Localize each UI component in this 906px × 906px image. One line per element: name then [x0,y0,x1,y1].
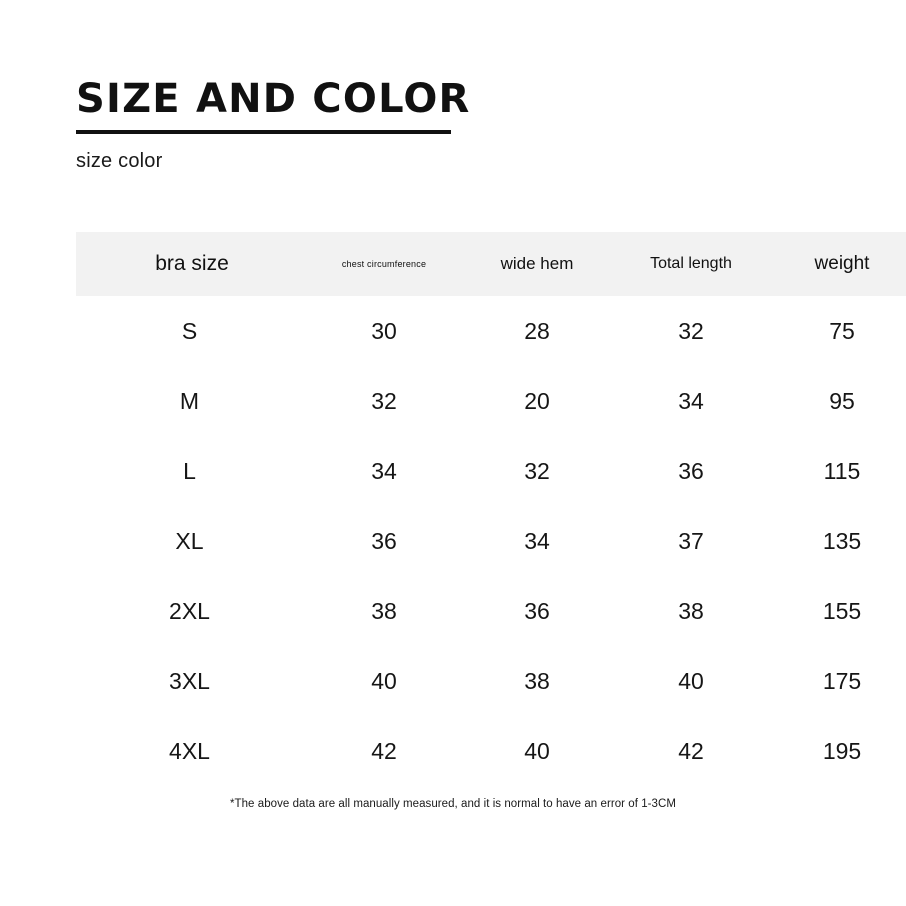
table-row [76,436,906,506]
cell-total-length: 32 [678,317,704,344]
cell-chest: 40 [371,667,397,694]
cell-size: 4XL [169,737,210,764]
table-header [76,232,906,296]
measurement-footnote: *The above data are all manually measured, and it is normal to have an error of 1-3CM [230,798,676,810]
cell-total-length: 36 [678,457,704,484]
column-header-weight: weight [814,253,870,274]
cell-total-length: 40 [678,667,704,694]
cell-size: 2XL [169,597,210,624]
cell-chest: 36 [371,527,397,554]
cell-size: 3XL [169,667,210,694]
cell-chest: 42 [371,737,397,764]
cell-size: S [181,317,198,344]
cell-hem: 34 [524,527,550,554]
page-title: SIZE AND COLOR [76,76,471,122]
table-row [76,576,906,646]
cell-hem: 32 [524,457,550,484]
column-header-chest-circumference: chest circumference [341,259,427,269]
table-row [76,506,906,576]
table-row [76,296,906,366]
cell-hem: 40 [524,737,550,764]
column-header-total-length: Total length [650,255,732,272]
title-block [76,78,836,173]
size-table [76,232,906,786]
size-table-container [76,232,906,786]
column-header-bra-size: bra size [155,252,229,275]
cell-hem: 36 [524,597,550,624]
cell-total-length: 34 [678,387,704,414]
cell-total-length: 37 [678,527,704,554]
cell-weight: 195 [822,737,862,764]
table-body [76,296,906,786]
cell-size: M [179,387,200,414]
cell-total-length: 38 [678,597,704,624]
cell-chest: 38 [371,597,397,624]
cell-weight: 115 [823,457,861,484]
cell-weight: 155 [822,597,862,624]
cell-chest: 34 [371,457,397,484]
cell-weight: 75 [829,317,855,344]
table-row [76,366,906,436]
cell-weight: 175 [822,667,862,694]
cell-size: L [183,457,196,484]
cell-hem: 28 [524,317,550,344]
cell-chest: 30 [371,317,397,344]
cell-weight: 95 [829,387,855,414]
title-underline [76,130,451,134]
table-header-row [76,232,906,296]
cell-weight: 135 [822,527,862,554]
column-header-wide-hem: wide hem [500,254,574,273]
cell-chest: 32 [371,387,397,414]
table-row [76,716,906,786]
cell-size: XL [175,527,204,554]
page-subtitle: size color [76,150,163,172]
cell-total-length: 42 [678,737,704,764]
table-row [76,646,906,716]
cell-hem: 38 [524,667,550,694]
cell-hem: 20 [524,387,550,414]
